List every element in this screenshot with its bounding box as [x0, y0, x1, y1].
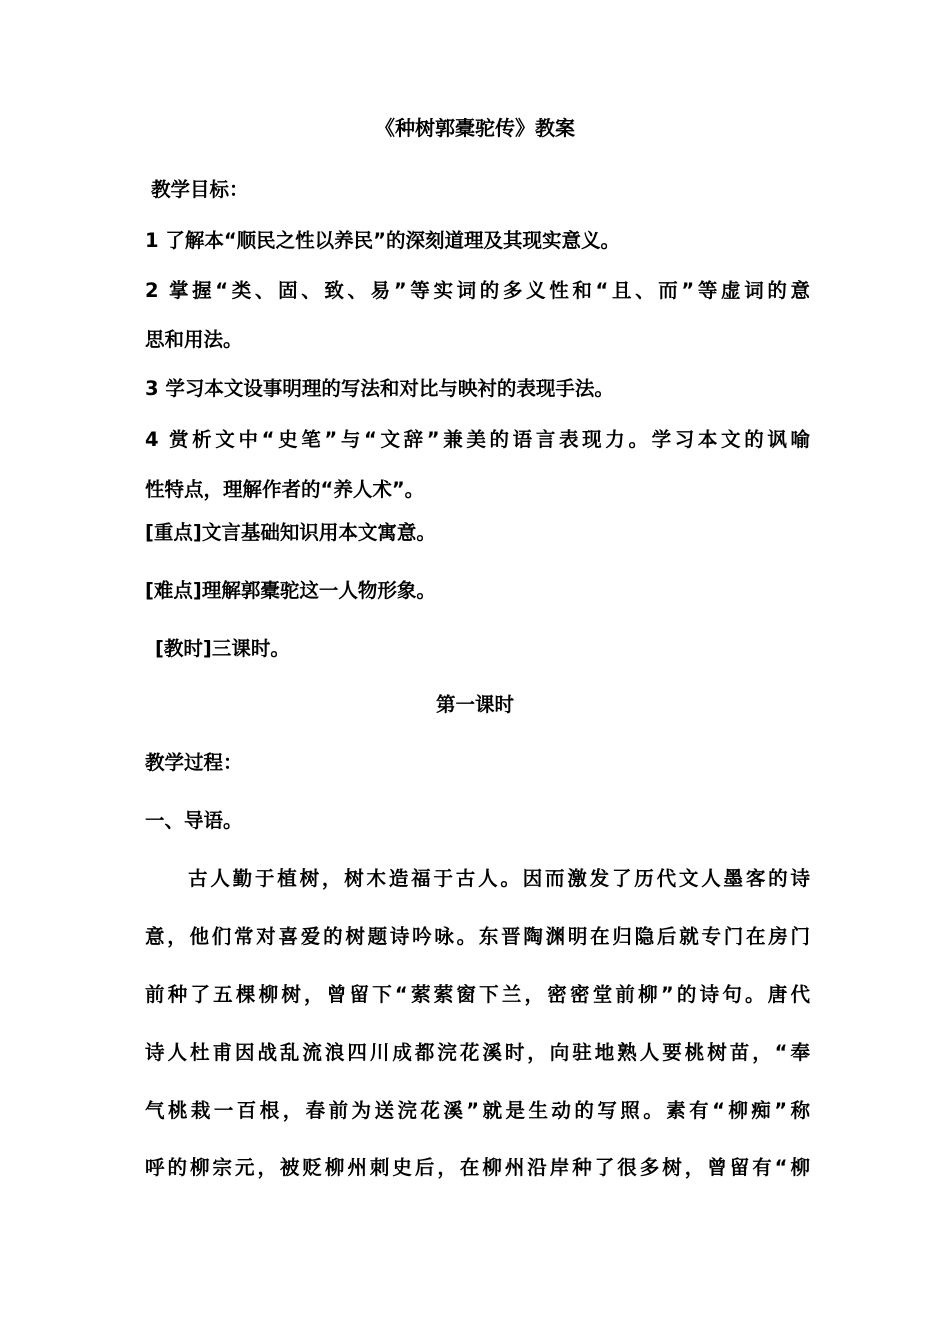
intro-paragraph-line: 气桃栽一百根，春前为送浣花溪”就是生动的写照。素有“柳痴”称	[145, 1099, 810, 1122]
key-point: [重点]文言基础知识用本文寓意。	[145, 521, 436, 544]
intro-paragraph-line: 诗人杜甫因战乱流浪四川成都浣花溪时，向驻地熟人要桃树苗，“奉	[145, 1041, 810, 1064]
objective-4: 4 赏析文中“史笔”与“文辞”兼美的语言表现力。学习本文的讽喻	[145, 428, 810, 451]
intro-paragraph-line: 前种了五棵柳树，曾留下“萦萦窗下兰，密密堂前柳”的诗句。唐代	[145, 983, 810, 1006]
objective-1: 1 了解本“顺民之性以养民”的深刻道理及其现实意义。	[145, 229, 620, 252]
intro-paragraph-line: 呼的柳宗元，被贬柳州刺史后，在柳州沿岸种了很多树，曾留有“柳	[145, 1156, 810, 1179]
objective-3: 3 学习本文设事明理的写法和对比与映衬的表现手法。	[145, 377, 614, 400]
objective-2: 2 掌握“类、固、致、易”等实词的多义性和“且、而”等虚词的意	[145, 279, 810, 302]
lesson-heading: 第一课时	[435, 693, 514, 716]
objective-4-continued: 性特点，理解作者的“养人术”。	[145, 478, 425, 501]
intro-paragraph-line: 古人勤于植树，树木造福于古人。因而激发了历代文人墨客的诗	[188, 867, 810, 890]
objective-2-continued: 思和用法。	[145, 328, 243, 351]
class-hours: [教时]三课时。	[155, 637, 290, 660]
process-heading: 教学过程：	[145, 751, 243, 774]
intro-paragraph-line: 意，他们常对喜爱的树题诗吟咏。东晋陶渊明在归隐后就专门在房门	[145, 925, 810, 948]
section-one-heading: 一、导语。	[145, 809, 243, 832]
difficult-point: [难点]理解郭橐驼这一人物形象。	[145, 579, 436, 602]
document-title: 《种树郭橐驼传》教案	[375, 116, 575, 140]
objectives-heading: 教学目标：	[151, 178, 249, 201]
